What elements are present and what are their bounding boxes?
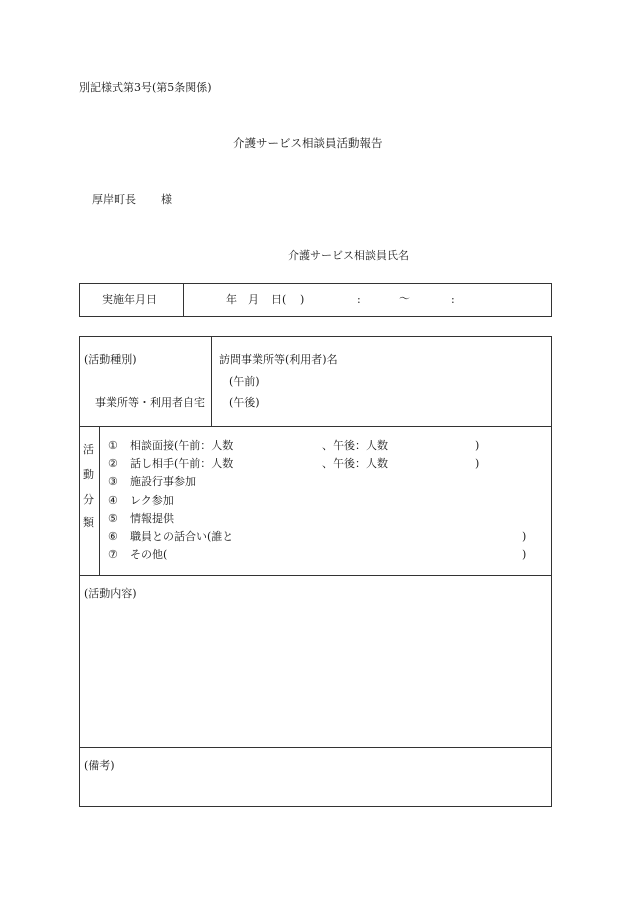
class-item-close: ): [475, 457, 480, 470]
activity-type-label: (活動種別): [84, 353, 137, 366]
class-item-close: ): [522, 530, 527, 543]
class-item-text: その他(: [130, 548, 168, 561]
visit-am-label: (午前): [229, 375, 260, 388]
class-item-number: ①: [108, 439, 118, 452]
divider-content-remarks: [79, 747, 552, 748]
class-item-number: ③: [108, 475, 118, 488]
class-item-text: 話し相手(午前：人数: [130, 457, 234, 470]
class-item-close: ): [475, 439, 480, 452]
addressee-name: 厚岸町長: [92, 193, 136, 206]
class-item-mid: 、午後：人数: [322, 439, 388, 452]
content-label: (活動内容): [84, 587, 137, 600]
divider-class-col: [99, 426, 100, 575]
divider-class-content: [79, 575, 552, 576]
form-number: 別記様式第3号(第5条関係): [79, 81, 212, 94]
class-item-info[interactable]: [108, 513, 174, 524]
class-item-text: 施設行事参加: [130, 475, 196, 488]
class-item-text: 相談面接(午前：人数: [130, 439, 234, 452]
class-item-text: レク参加: [130, 494, 174, 507]
date-month[interactable]: 月: [248, 293, 259, 306]
class-item-staff[interactable]: [108, 531, 233, 542]
divider-type-col: [211, 336, 212, 426]
class-item-number: ⑤: [108, 512, 118, 525]
class-item-companion[interactable]: [108, 458, 233, 469]
date-year[interactable]: 年: [226, 293, 237, 306]
time-end-colon[interactable]: :: [451, 293, 455, 306]
visit-name-label: 訪問事業所等(利用者)名: [219, 353, 338, 366]
class-item-number: ⑥: [108, 530, 118, 543]
class-label-char: 動: [83, 468, 94, 481]
class-label-char: 分: [83, 493, 94, 506]
date-row-divider: [183, 283, 184, 317]
class-item-number: ④: [108, 494, 118, 507]
class-item-number: ⑦: [108, 548, 118, 561]
class-item-recreation[interactable]: [108, 495, 174, 506]
class-item-event[interactable]: [108, 476, 196, 487]
class-item-text: 職員との話合い(誰と: [130, 530, 234, 543]
class-item-text: 情報提供: [130, 512, 174, 525]
time-start-colon[interactable]: :: [357, 293, 361, 306]
page-title: 介護サービス相談員活動報告: [233, 136, 383, 150]
visit-pm-label: (午後): [229, 396, 260, 409]
activity-place: 事業所等・利用者自宅: [95, 396, 205, 409]
date-day-close: ): [300, 293, 305, 306]
divider-type-class: [79, 426, 552, 427]
class-item-number: ②: [108, 457, 118, 470]
class-label-char: 類: [83, 516, 94, 529]
content-area[interactable]: [80, 604, 550, 746]
class-item-consultation[interactable]: [108, 440, 233, 451]
reporter-name-label: 介護サービス相談員氏名: [288, 249, 409, 262]
addressee-honorific: 様: [161, 193, 172, 206]
class-item-close: ): [522, 548, 527, 561]
date-day[interactable]: 日(: [271, 293, 287, 306]
remarks-area[interactable]: [80, 776, 550, 806]
class-item-mid: 、午後：人数: [322, 457, 388, 470]
date-label: 実施年月日: [102, 293, 157, 306]
class-item-other[interactable]: [108, 549, 167, 560]
time-tilde: 〜: [399, 292, 410, 305]
remarks-label: (備考): [84, 759, 115, 772]
class-label-char: 活: [83, 443, 94, 456]
